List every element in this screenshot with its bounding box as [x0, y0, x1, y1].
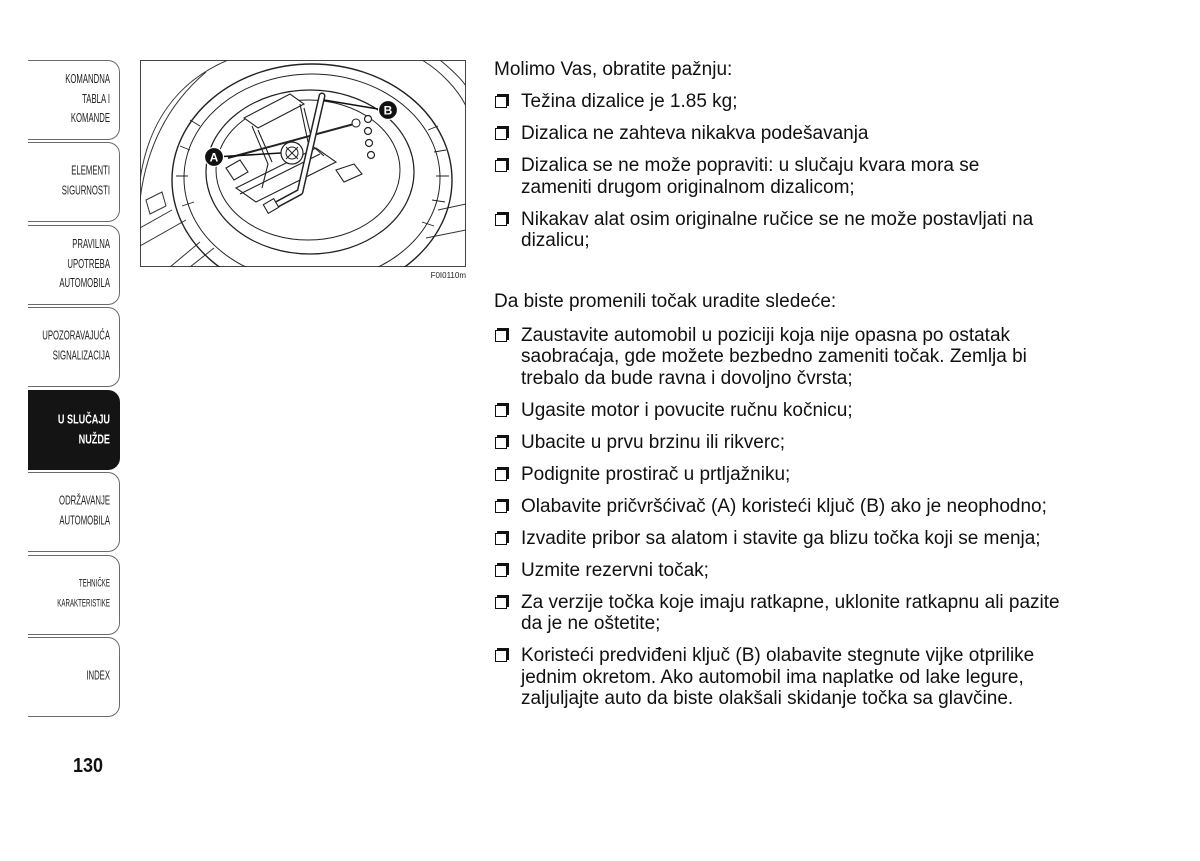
tab-tehnicke-karakteristike[interactable] [28, 555, 120, 635]
item-text-line: Olabavite pričvršćivač (A) koristeći ključ (B) ako je neophodno; [521, 495, 1047, 517]
tab-label-line: NUŽDE [78, 431, 110, 446]
note-item [494, 123, 1134, 145]
shadowed-square-icon [495, 597, 507, 609]
notes-list [494, 91, 1134, 252]
step-item [494, 496, 1134, 518]
tab-upozoravajuca-signalizacija[interactable] [28, 307, 120, 387]
tab-label-line: AUTOMOBILA [59, 513, 110, 527]
item-text-line: zaljuljajte auto da biste olakšali skidanje točka sa glavčine. [521, 688, 1014, 709]
shadowed-square-icon [495, 128, 507, 140]
note-item [494, 91, 1134, 113]
tab-label-line: ELEMENTI [71, 163, 110, 178]
step-item [494, 464, 1134, 486]
tab-label-line: PRAVILNA [72, 236, 110, 251]
item-text-line: Težina dizalice je 1.85 kg; [521, 91, 738, 112]
label-a: A [209, 150, 219, 165]
jack-notes [494, 59, 1134, 252]
tab-label-line: KARAKTERISTIKE [57, 597, 110, 609]
item-text-line: zameniti drugom originalnom dizalicom; [521, 176, 855, 198]
tab-label-line: SIGNALIZACIJA [52, 348, 110, 362]
shadowed-square-icon [495, 501, 507, 513]
tab-label [38, 327, 110, 366]
step-item [494, 592, 1134, 635]
shadowed-square-icon [495, 330, 507, 342]
item-text-line: Podignite prostirač u prtljažniku; [521, 463, 791, 485]
item-text-line: jednim okretom. Ako automobil ima naplatke od lake legure, [521, 666, 1024, 688]
tab-label-line: U SLUČAJU [57, 411, 110, 427]
item-text-line: saobraćaja, gde možete bezbedno zameniti točak. Zemlja bi [521, 346, 1027, 367]
page-number: 130 [73, 755, 104, 777]
shadowed-square-icon [495, 437, 507, 449]
step-item [494, 560, 1134, 582]
shadowed-square-icon [495, 214, 507, 226]
item-text-line: Ubacite u prvu brzinu ili rikverc; [521, 431, 785, 453]
tab-label-line: TABLA I [82, 91, 110, 106]
note-item [494, 155, 1134, 198]
shadowed-square-icon [495, 96, 507, 108]
notes-heading: Molimo Vas, obratite pažnju: [494, 59, 733, 80]
shadowed-square-icon [495, 533, 507, 545]
tab-label-line: AUTOMOBILA [59, 275, 110, 290]
tab-label-line: SIGURNOSTI [61, 183, 110, 197]
shadowed-square-icon [495, 160, 507, 172]
tab-pravilna-upotreba-automobila[interactable] [28, 225, 120, 305]
tab-label-line: TEHNIČKE [78, 577, 110, 590]
steps-heading: Da biste promenili točak uradite sledeće: [494, 291, 837, 312]
label-b: B [383, 103, 393, 118]
item-text-line: Izvadite pribor sa alatom i stavite ga blizu točka koji se menja; [521, 527, 1041, 549]
item-text-line: trebalo da bude ravna i dovoljno čvrsta; [521, 367, 853, 389]
item-text-line: Uzmite rezervni točak; [521, 559, 709, 581]
tab-u-slucaju-nuzde[interactable] [28, 390, 120, 470]
spare-wheel-illustration [140, 60, 466, 267]
tab-label [45, 575, 110, 614]
tab-label [29, 410, 110, 449]
shadowed-square-icon [495, 565, 507, 577]
item-text-line: Ugasite motor i povucite ručnu kočnicu; [521, 399, 853, 421]
step-item [494, 432, 1134, 454]
tab-komandna-tabla-i-komande[interactable] [28, 60, 120, 140]
step-item [494, 528, 1134, 550]
wheel-change-steps [494, 291, 1134, 710]
tab-odrzavanje-automobila[interactable] [28, 472, 120, 552]
shadowed-square-icon [495, 405, 507, 417]
item-text-line: Nikakav alat osim originalne ručice se ne može postavljati na [521, 208, 1034, 230]
item-text-line: dizalicu; [521, 230, 590, 251]
step-item [494, 645, 1134, 710]
tab-label-line: UPOZORAVAJUĆA [42, 328, 110, 343]
item-text-line: Dizalica ne zahteva nikakva podešavanja [521, 123, 869, 144]
step-item [494, 400, 1134, 422]
tab-label [38, 492, 110, 531]
item-text-line: Koristeći predviđeni ključ (B) olabavite stegnute vijke otprilike [521, 645, 1035, 666]
wing-bolt [281, 142, 303, 164]
tab-label [38, 666, 110, 686]
shadowed-square-icon [495, 650, 507, 662]
shadowed-square-icon [495, 469, 507, 481]
tab-label-line: INDEX [86, 668, 110, 683]
item-text-line: Zaustavite automobil u poziciji koja nije opasna po ostatak [521, 324, 1011, 346]
tab-elementi-sigurnosti[interactable] [28, 142, 120, 222]
note-item [494, 209, 1134, 252]
tab-label-line: ODRŽAVANJE [59, 493, 110, 508]
item-text-line: da je ne oštetite; [521, 613, 661, 634]
tab-label-line: KOMANDNA [65, 71, 110, 86]
tab-label-line: KOMANDE [70, 110, 110, 125]
illustration-svg [140, 60, 466, 267]
tab-index[interactable] [28, 637, 120, 717]
tab-label [38, 162, 110, 201]
tab-label-line: UPOTREBA [67, 256, 110, 271]
steps-list [494, 325, 1134, 710]
step-item [494, 325, 1134, 390]
tab-label [38, 235, 110, 294]
figure-caption: F0I0110m [430, 271, 466, 280]
item-text-line: Za verzije točka koje imaju ratkapne, uklonite ratkapnu ali pazite [521, 591, 1060, 613]
item-text-line: Dizalica se ne može popraviti: u slučaju kvara mora se [521, 155, 980, 176]
tab-label [38, 70, 110, 129]
